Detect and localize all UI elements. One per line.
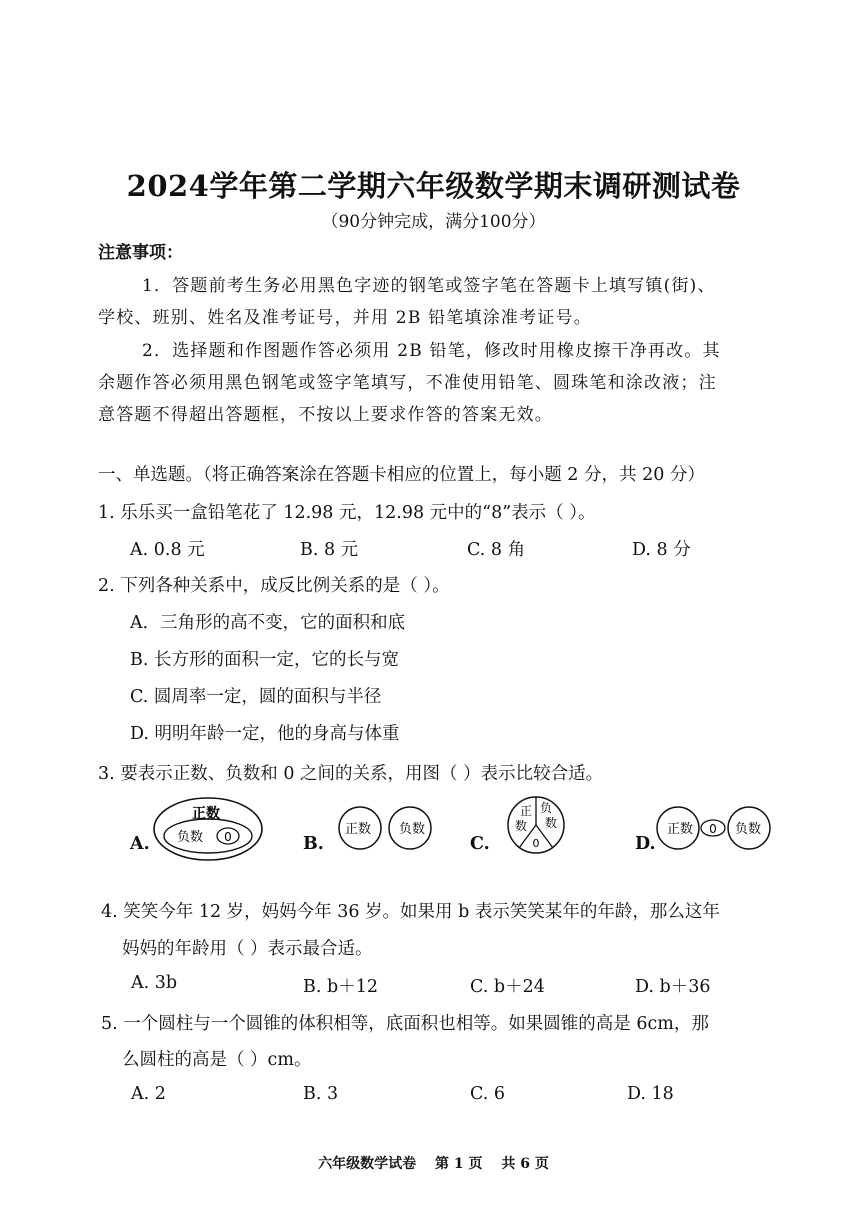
- notice-p2-line3: 意答题不得超出答题框，不按以上要求作答的答案无效。: [98, 405, 553, 425]
- page-title: 2024学年第二学期六年级数学期末调研测试卷: [126, 169, 741, 203]
- diagram-d-positive: 正数: [666, 822, 694, 837]
- q3-diagram-b[interactable]: [332, 806, 438, 850]
- q5-option-c[interactable]: C. 6: [470, 1084, 506, 1104]
- diagram-c-shu-left: 数: [514, 819, 528, 833]
- footer-exam-name: 六年级数学试卷: [318, 1156, 417, 1172]
- diagram-a-zero: 0: [224, 830, 232, 844]
- q3-diagram-c[interactable]: [506, 795, 566, 855]
- diagram-b-positive: 正数: [344, 822, 372, 837]
- q4-option-b[interactable]: B. b＋12: [303, 977, 378, 997]
- diagram-d-negative: 负数: [734, 822, 762, 837]
- q2-option-c[interactable]: C. 圆周率一定，圆的面积与半径: [130, 687, 382, 707]
- q1-option-b[interactable]: B. 8 元: [300, 540, 359, 560]
- notice-p2-line1: 2．选择题和作图题作答必须用 2B 铅笔，修改时用橡皮擦干净再改。其: [142, 341, 721, 361]
- q1-option-c[interactable]: C. 8 角: [467, 540, 526, 560]
- q3-option-c-label[interactable]: C.: [470, 834, 490, 854]
- diagram-c-shu-right: 数: [544, 816, 558, 830]
- q5-option-b[interactable]: B. 3: [303, 1084, 339, 1104]
- q2-option-b[interactable]: B. 长方形的面积一定，它的长与宽: [130, 650, 399, 670]
- notice-p2-line2: 余题作答必须用黑色钢笔或签字笔填写，不准使用铅笔、圆珠笔和涂改液；注: [98, 373, 717, 393]
- q4-option-d[interactable]: D. b＋36: [635, 977, 711, 997]
- q4-option-a[interactable]: A. 3b: [131, 973, 178, 993]
- section-heading: 一、单选题。（将正确答案涂在答题卡相应的位置上，每小题 2 分，共 20 分）: [98, 465, 705, 485]
- q2-option-d[interactable]: D. 明明年龄一定，他的身高与体重: [130, 724, 400, 744]
- diagram-a-positive: 正数: [192, 806, 220, 822]
- notice-p1-line2: 学校、班别、姓名及准考证号，并用 2B 铅笔填涂准考证号。: [98, 308, 592, 328]
- q3-option-d-label[interactable]: D.: [635, 834, 656, 854]
- question-4-stem-line2: 妈妈的年龄用（ ）表示最合适。: [122, 939, 373, 959]
- q1-option-d[interactable]: D. 8 分: [632, 540, 691, 560]
- diagram-c-zheng: 正: [519, 804, 533, 818]
- question-5-stem-line2: 么圆柱的高是（ ）cm。: [122, 1050, 312, 1070]
- question-2-stem: 2. 下列各种关系中，成反比例关系的是（ ）。: [98, 576, 450, 596]
- q1-option-a[interactable]: A. 0.8 元: [130, 540, 205, 560]
- diagram-a-negative: 负数: [176, 830, 204, 845]
- page-footer: [0, 1153, 867, 1173]
- q5-option-d[interactable]: D. 18: [627, 1084, 674, 1104]
- q2-option-a[interactable]: A．三角形的高不变，它的面积和底: [130, 613, 406, 633]
- notice-heading: 注意事项：: [98, 243, 183, 263]
- diagram-c-fu: 负: [539, 801, 553, 815]
- q5-option-a[interactable]: A. 2: [131, 1084, 166, 1104]
- q3-diagram-d[interactable]: [656, 805, 772, 851]
- footer-page-number: 第 1 页: [435, 1156, 483, 1172]
- question-1-stem: 1. 乐乐买一盒铅笔花了 12.98 元，12.98 元中的“8”表示（ ）。: [98, 503, 596, 523]
- question-4-stem-line1: 4. 笑笑今年 12 岁，妈妈今年 36 岁。如果用 b 表示笑笑某年的年龄，那么这年: [101, 902, 720, 922]
- q3-diagram-a[interactable]: [152, 796, 264, 862]
- diagram-b-negative: 负数: [398, 822, 426, 837]
- diagram-c-zero: 0: [532, 837, 540, 850]
- q4-option-c[interactable]: C. b＋24: [470, 977, 545, 997]
- question-3-stem: 3. 要表示正数、负数和 0 之间的关系，用图（ ）表示比较合适。: [98, 764, 604, 784]
- exam-subtitle: （90分钟完成，满分100分）: [321, 212, 546, 232]
- diagram-d-zero: 0: [709, 822, 717, 836]
- q3-option-b-label[interactable]: B.: [303, 834, 324, 854]
- question-5-stem-line1: 5. 一个圆柱与一个圆锥的体积相等，底面积也相等。如果圆锥的高是 6cm，那: [101, 1014, 709, 1034]
- notice-p1-line1: 1．答题前考生务必用黑色字迹的钢笔或签字笔在答题卡上填写镇(街)、: [142, 276, 716, 296]
- footer-total-pages: 共 6 页: [501, 1156, 549, 1172]
- q3-option-a-label[interactable]: A.: [130, 834, 150, 854]
